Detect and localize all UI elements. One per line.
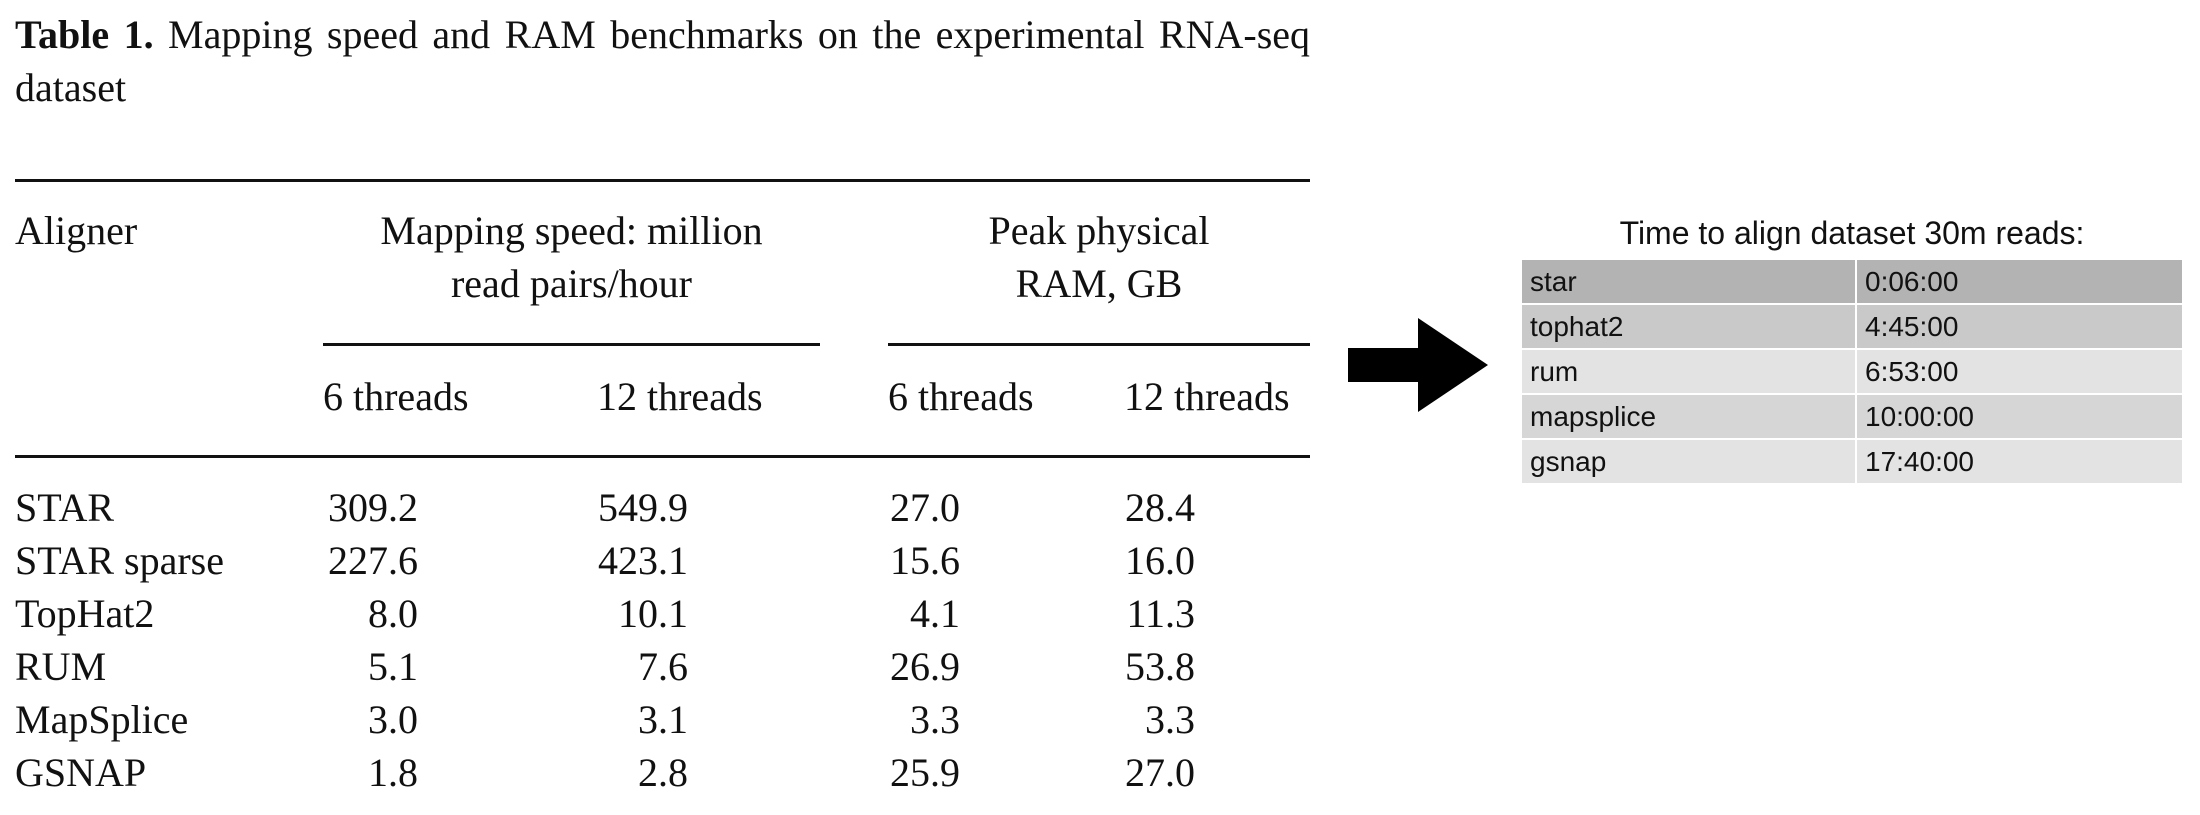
subheader-speed-6-threads: 6 threads [323, 374, 469, 419]
subheader-ram-6-threads: 6 threads [888, 374, 1034, 419]
group1-rule [323, 343, 820, 346]
cell-ram-6: 15.6 [890, 538, 960, 583]
cell-ram-6: 3.3 [910, 697, 960, 742]
cell-aligner: RUM [15, 644, 107, 689]
cell-speed-12: 549.9 [598, 485, 688, 530]
aligner-name: mapsplice [1521, 394, 1856, 439]
cell-ram-12: 16.0 [1125, 538, 1195, 583]
align-time: 10:00:00 [1856, 394, 2183, 439]
cell-aligner: MapSplice [15, 697, 189, 742]
table-caption [15, 8, 1310, 114]
cell-speed-6: 8.0 [368, 591, 418, 636]
header-rule [15, 455, 1310, 458]
cell-ram-12: 27.0 [1125, 750, 1195, 795]
cell-ram-12: 3.3 [1145, 697, 1195, 742]
aligner-name: rum [1521, 349, 1856, 394]
caption-label: Table 1. [15, 12, 154, 57]
align-time: 4:45:00 [1856, 304, 2183, 349]
header-mapping-speed-line1: Mapping speed: million [380, 208, 763, 253]
cell-speed-12: 10.1 [618, 591, 688, 636]
subheader-speed-12-threads: 12 threads [597, 374, 763, 419]
table-row [1521, 394, 2183, 439]
aligner-name: gsnap [1521, 439, 1856, 484]
aligner-name: tophat2 [1521, 304, 1856, 349]
header-aligner: Aligner [15, 208, 138, 253]
cell-speed-6: 227.6 [328, 538, 418, 583]
top-rule [15, 179, 1310, 182]
align-time-table [1520, 258, 2184, 485]
aligner-name: star [1521, 259, 1856, 304]
cell-aligner: STAR sparse [15, 538, 225, 583]
cell-aligner: GSNAP [15, 750, 147, 795]
cell-ram-6: 27.0 [890, 485, 960, 530]
cell-ram-12: 53.8 [1125, 644, 1195, 689]
cell-speed-6: 5.1 [368, 644, 418, 689]
header-mapping-speed-line2: read pairs/hour [450, 261, 692, 306]
cell-speed-6: 1.8 [368, 750, 418, 795]
cell-speed-6: 309.2 [328, 485, 418, 530]
cell-aligner: TopHat2 [15, 591, 155, 636]
right-arrow-icon [1348, 318, 1488, 412]
caption-text: Mapping speed and RAM benchmarks on the experimental RNA-seq dataset [15, 12, 1311, 110]
cell-ram-6: 25.9 [890, 750, 960, 795]
cell-speed-12: 7.6 [638, 644, 688, 689]
header-peak-ram-line1: Peak physical [988, 208, 1210, 253]
align-time: 6:53:00 [1856, 349, 2183, 394]
group2-rule [888, 343, 1310, 346]
table-row [1521, 349, 2183, 394]
cell-ram-6: 26.9 [890, 644, 960, 689]
table-row [1521, 439, 2183, 484]
cell-ram-12: 11.3 [1126, 591, 1195, 636]
cell-ram-12: 28.4 [1125, 485, 1195, 530]
header-peak-ram-line2: RAM, GB [1015, 261, 1183, 306]
table-row [1521, 304, 2183, 349]
cell-speed-12: 3.1 [638, 697, 688, 742]
cell-speed-6: 3.0 [368, 697, 418, 742]
align-time-title: Time to align dataset 30m reads: [1619, 215, 2085, 251]
cell-ram-6: 4.1 [910, 591, 960, 636]
cell-speed-12: 423.1 [598, 538, 688, 583]
cell-aligner: STAR [15, 485, 115, 530]
align-time: 0:06:00 [1856, 259, 2183, 304]
table-row [1521, 259, 2183, 304]
align-time: 17:40:00 [1856, 439, 2183, 484]
cell-speed-12: 2.8 [638, 750, 688, 795]
subheader-ram-12-threads: 12 threads [1124, 374, 1290, 419]
